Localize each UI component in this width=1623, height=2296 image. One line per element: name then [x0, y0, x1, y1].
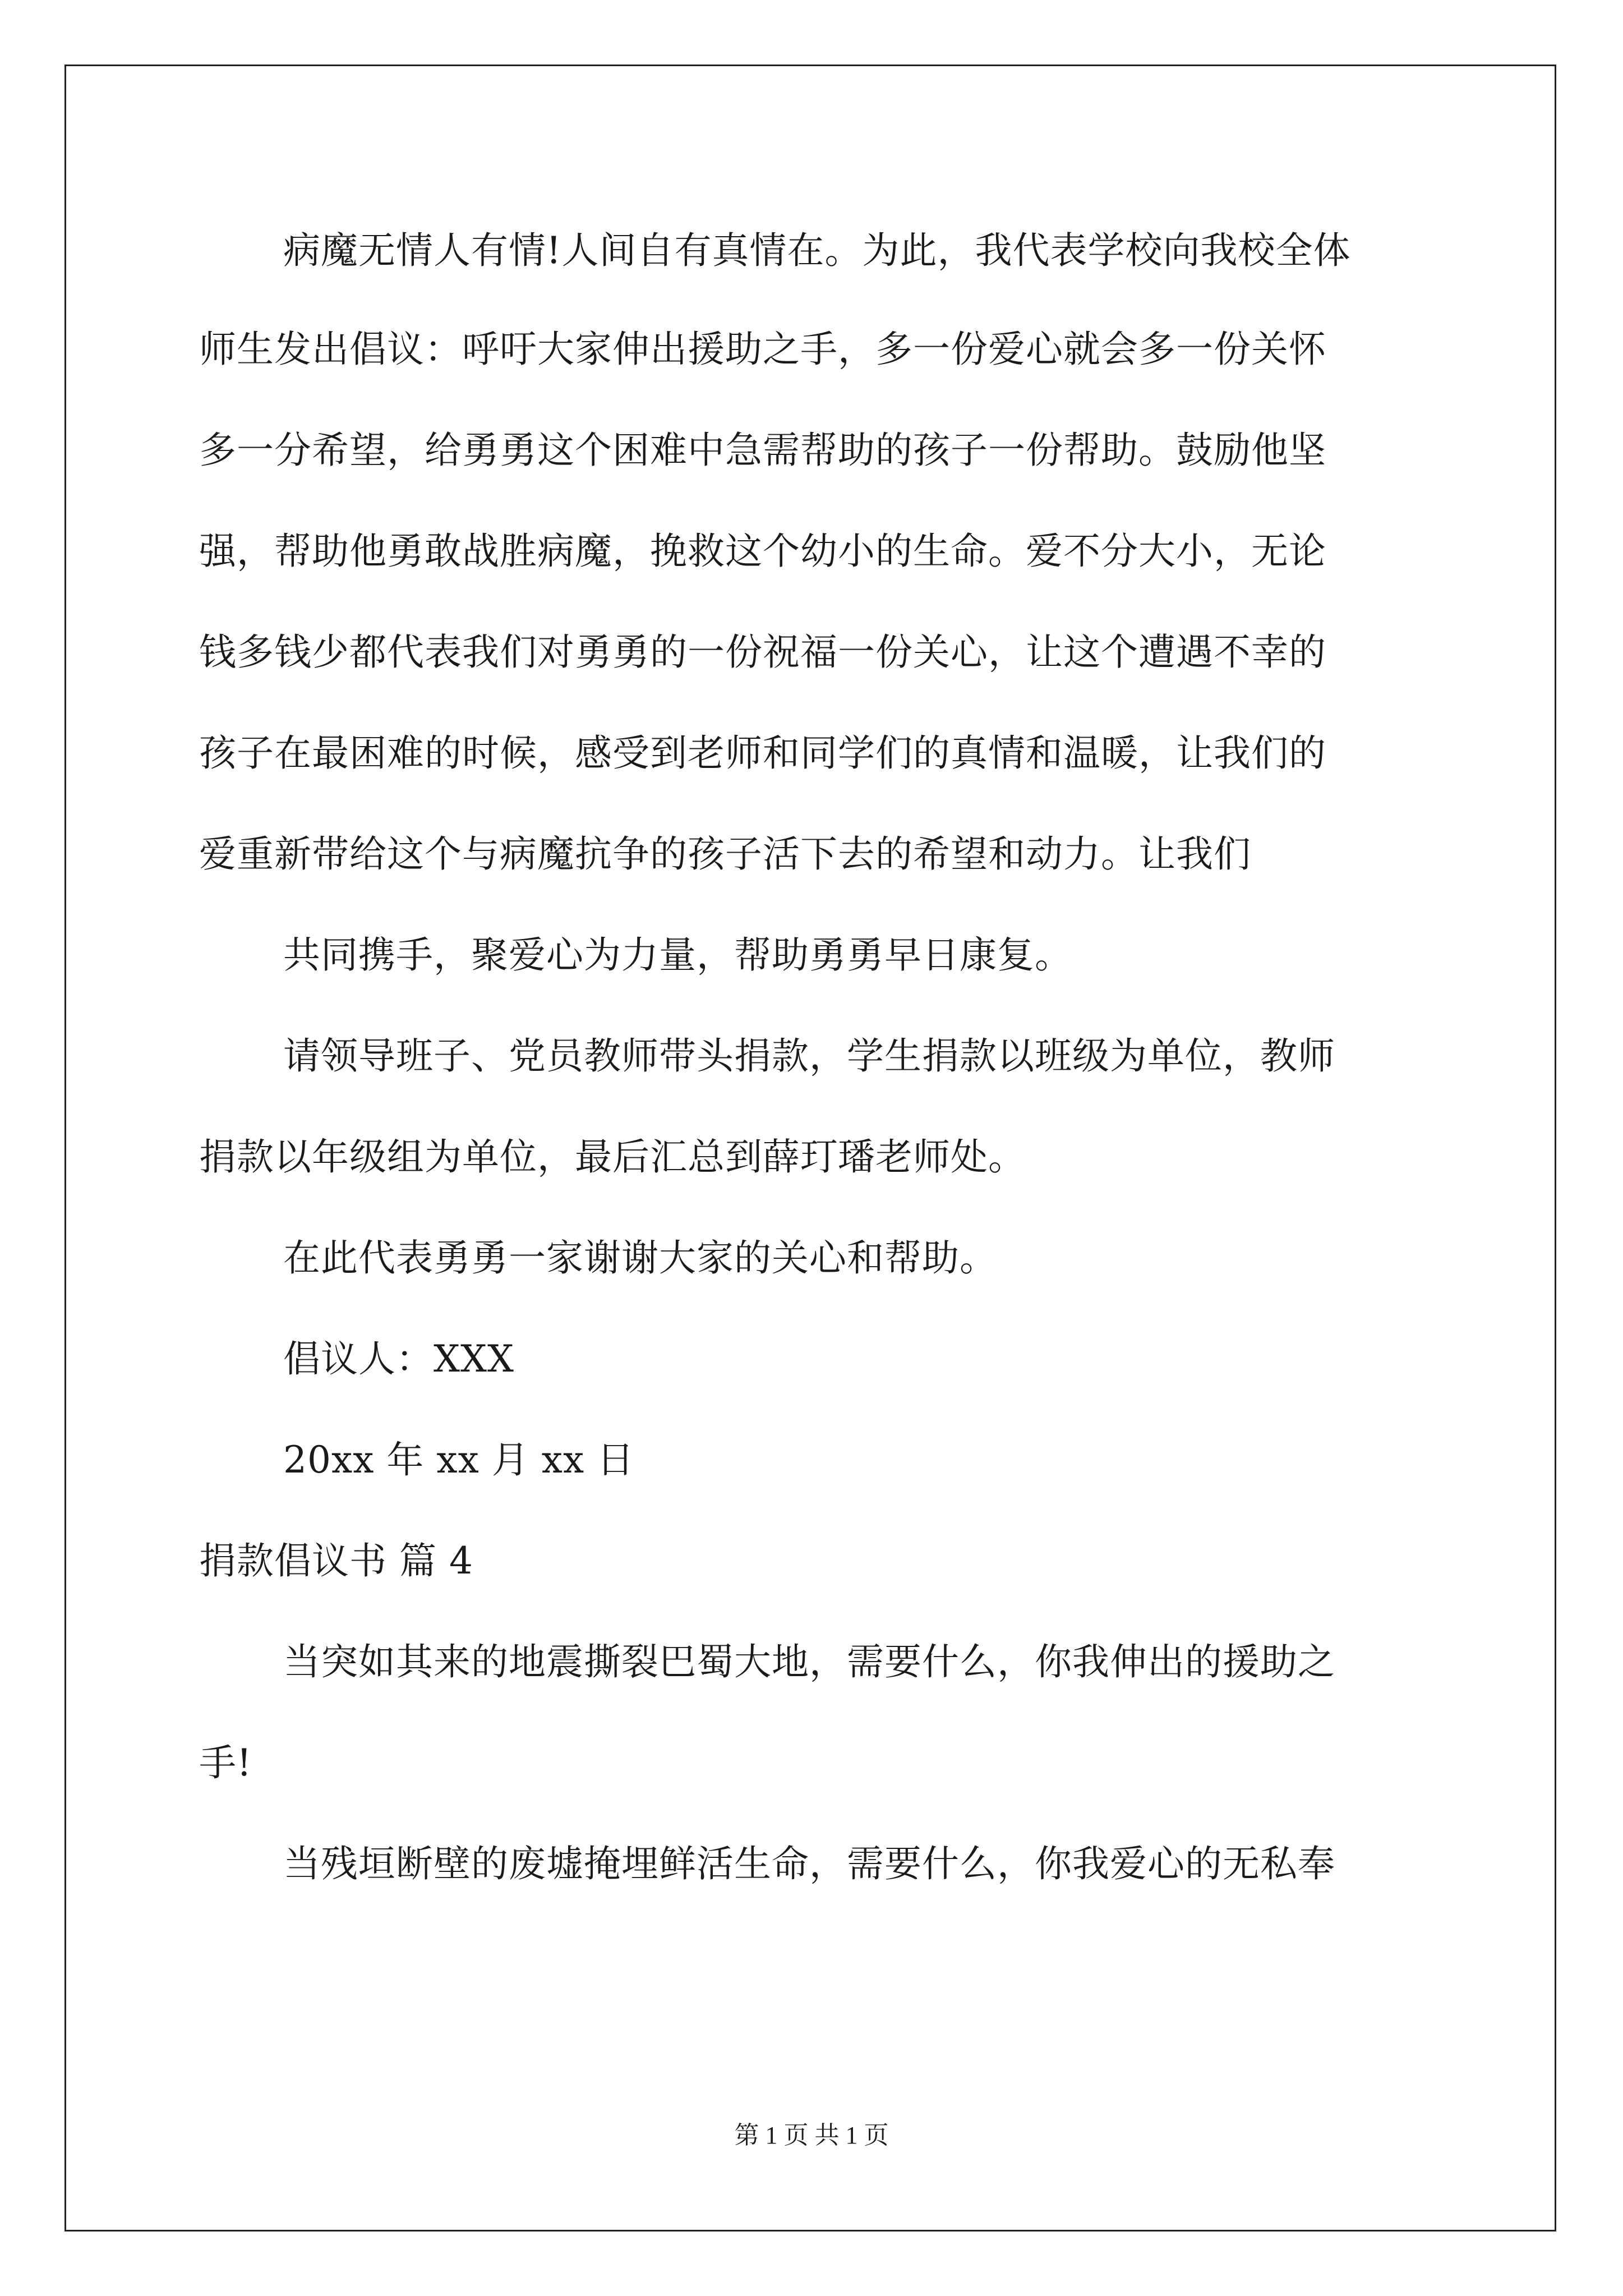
paragraph-line: 多一分希望，给勇勇这个困难中急需帮助的孩子一份帮助。鼓励他坚 [199, 429, 1326, 472]
paragraph-line: 钱多钱少都代表我们对勇勇的一份祝福一份关心，让这个遭遇不幸的 [199, 631, 1326, 674]
paragraph-line: 当突如其来的地震撕裂巴蜀大地，需要什么，你我伸出的援助之 [283, 1640, 1335, 1683]
paragraph-line: 当残垣断壁的废墟掩埋鲜活生命，需要什么，你我爱心的无私奉 [283, 1842, 1335, 1885]
paragraph-line: 爱重新带给这个与病魔抗争的孩子活下去的希望和动力。让我们 [199, 832, 1251, 876]
paragraph-line: 请领导班子、党员教师带头捐款，学生捐款以班级为单位，教师 [283, 1034, 1335, 1078]
date-line: 20xx 年 xx 月 xx 日 [283, 1438, 635, 1481]
signature-line: 倡议人：XXX [283, 1337, 514, 1381]
paragraph-line: 在此代表勇勇一家谢谢大家的关心和帮助。 [283, 1236, 997, 1280]
paragraph-line: 师生发出倡议：呼吁大家伸出援助之手，多一份爱心就会多一份关怀 [199, 328, 1326, 371]
section-heading: 捐款倡议书 篇 4 [199, 1539, 473, 1582]
paragraph-line: 孩子在最困难的时候，感受到老师和同学们的真情和温暖，让我们的 [199, 731, 1326, 775]
page-footer: 第 1 页 共 1 页 [734, 2122, 889, 2149]
paragraph-line: 共同携手，聚爱心为力量，帮助勇勇早日康复。 [283, 933, 1072, 977]
paragraph-line: 手! [199, 1741, 252, 1784]
paragraph-line: 病魔无情人有情!人间自有真情在。为此，我代表学校向我校全体 [283, 229, 1351, 272]
paragraph-line: 强，帮助他勇敢战胜病魔，挽救这个幼小的生命。爱不分大小，无论 [199, 530, 1326, 573]
paragraph-line: 捐款以年级组为单位，最后汇总到薛玎璠老师处。 [199, 1135, 1026, 1179]
